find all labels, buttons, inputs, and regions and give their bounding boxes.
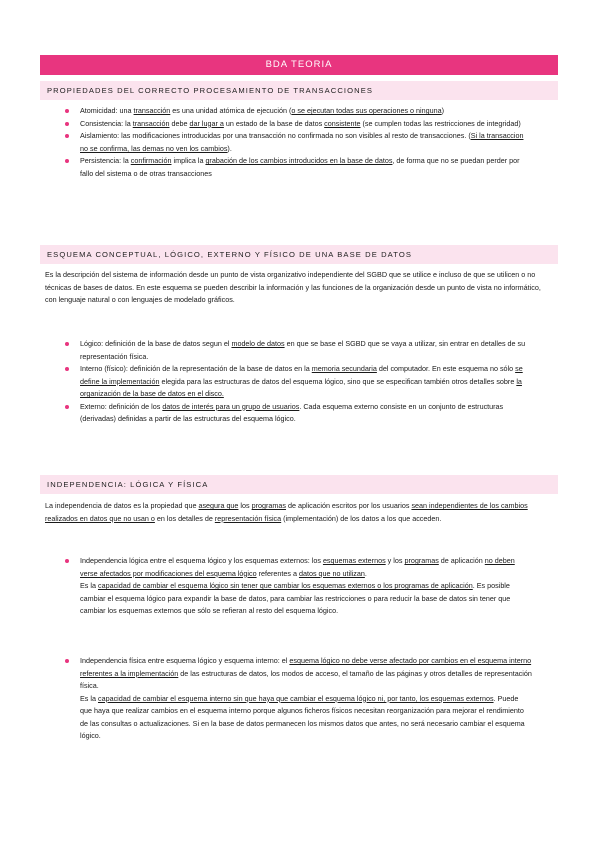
list-item: Persistencia: la confirmación implica la grabación de los cambios introducidos en la base de datos, de forma que no se puedan perder por fallo del sistema o de otras transacciones	[62, 155, 532, 180]
independencia-fisica-item	[62, 655, 532, 743]
list-item: Consistencia: la transacción debe dar lugar a un estado de la base de datos consistente (se cumplen todas las restricciones de integridad)	[62, 118, 532, 131]
section-title-transacciones: PROPIEDADES DEL CORRECTO PROCESAMIENTO DE TRANSACCIONES	[40, 81, 558, 100]
list-item: Atomicidad: una transacción es una unidad atómica de ejecución (o se ejecutan todas sus operaciones o ninguna)	[62, 105, 532, 118]
independencia-intro: La independencia de datos es la propiedad que asegura que los programas de aplicación escritos por los usuarios sean independientes de los cambios realizados en datos que no usan o en los detalles de representación física (implementación) de los datos a los que acceden.	[45, 501, 528, 523]
list-item: Independencia física entre esquema lógico y esquema interno: el esquema lógico no debe verse afectado por cambios en el esquema interno referentes a la implementación de las estructuras de datos, los modos de acceso, el tamaño de las páginas y otros detalles de representación física. Es la capacidad de cambiar el esquema interno sin que haya que cambiar el esquema lógico ni, por tanto, los esquemas externos. Puede que haya que realizar cambios en el esquema interno porque algunos ficheros físicos necesitan reorganización para mejorar el rendimiento de las consultas o actualizaciones. Si en la base de datos permanecen los mismos datos que antes, no será necesario cambiar el esquema lógico.	[62, 655, 532, 743]
section-title-esquemas: ESQUEMA CONCEPTUAL, LÓGICO, EXTERNO Y FÍSICO DE UNA BASE DE DATOS	[40, 245, 558, 264]
list-item: Independencia lógica entre el esquema lógico y los esquemas externos: los esquemas externos y los programas de aplicación no deben verse afectados por modificaciones del esquema lógico referentes a datos que no utilizan. Es la capacidad de cambiar el esquema lógico sin tener que cambiar los esquemas externos o los programas de aplicación. Es posible cambiar el esquema lógico para expandir la base de datos, para cambiar las restricciones o para reducir la base de datos sin tener que cambiar los esquemas externos que sólo se refieran al resto del esquema lógico.	[62, 555, 532, 618]
transacciones-list	[62, 105, 532, 180]
document-banner: BDA TEORIA	[40, 55, 558, 75]
esquemas-intro: Es la descripción del sistema de información desde un punto de vista organizativo independiente del SGBD que se utilice e incluso de que se utilicen o no técnicas de bases de datos. En este esquema se pueden describir la información y las funciones de la organización desde un punto de vista no informático, con lenguaje natural o con lenguajes de modelado gráficos.	[45, 270, 541, 304]
list-item: Aislamiento: las modificaciones introducidas por una transacción no confirmada no son visibles al resto de transacciones. (Si la transaccion no se confirma, las demas no ven los cambios).	[62, 130, 532, 155]
independencia-logica-item	[62, 555, 532, 618]
list-item: Externo: definición de los datos de interés para un grupo de usuarios. Cada esquema externo consiste en un conjunto de estructuras (derivadas) definidas a partir de las estructuras del esquema lógico.	[62, 401, 532, 426]
list-item: Interno (físico): definición de la representación de la base de datos en la memoria secundaria del computador. En este esquema no sólo se define la implementación elegida para las estructuras de datos del esquema lógico, sino que se especifican también otros detalles sobre la organización de la base de datos en el disco.	[62, 363, 532, 401]
section-title-independencia: INDEPENDENCIA: LÓGICA Y FÍSICA	[40, 475, 558, 494]
esquemas-list	[62, 338, 532, 426]
list-item: Lógico: definición de la base de datos segun el modelo de datos en que se base el SGBD que se vaya a utilizar, sin entrar en detalles de su representación física.	[62, 338, 532, 363]
